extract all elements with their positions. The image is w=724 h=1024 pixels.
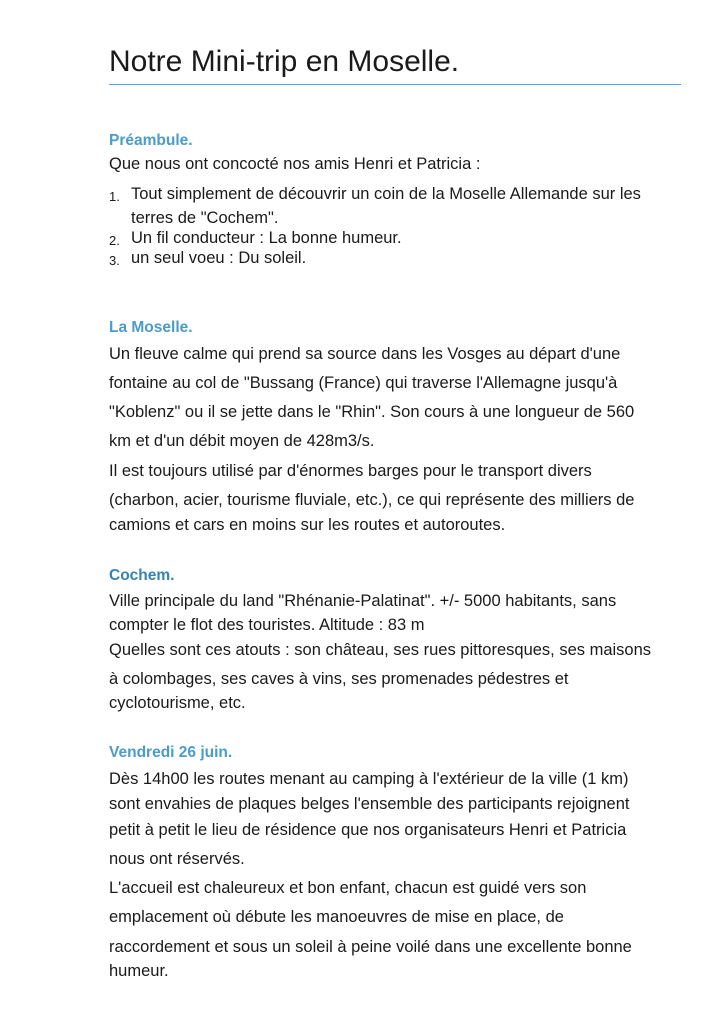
paragraph-line: camions et cars en moins sur les routes et autoroutes. bbox=[109, 516, 506, 534]
paragraph-line: sont envahies de plaques belges l'ensemble des participants rejoignent bbox=[109, 795, 630, 813]
paragraph-line: Quelles sont ces atouts : son château, ses rues pittoresques, ses maisons bbox=[109, 641, 652, 659]
paragraph-line: à colombages, ses caves à vins, ses promenades pédestres et bbox=[109, 670, 569, 688]
paragraph-line: nous ont réservés. bbox=[109, 850, 245, 868]
paragraph-line: raccordement et sous un soleil à peine voilé dans une excellente bonne bbox=[109, 938, 632, 956]
paragraph-line: petit à petit le lieu de résidence que nos organisateurs Henri et Patricia bbox=[109, 821, 627, 839]
list-item-text: Tout simplement de découvrir un coin de la Moselle Allemande sur les bbox=[131, 185, 641, 203]
paragraph-line: cyclotourisme, etc. bbox=[109, 694, 246, 712]
paragraph-line: emplacement où débute les manoeuvres de mise en place, de bbox=[109, 908, 564, 926]
list-number: 1. bbox=[109, 189, 120, 204]
heading-moselle: La Moselle. bbox=[109, 319, 193, 336]
heading-cochem: Cochem. bbox=[109, 567, 175, 584]
list-item-text: un seul voeu : Du soleil. bbox=[131, 249, 307, 267]
heading-vendredi: Vendredi 26 juin. bbox=[109, 744, 233, 761]
paragraph-line: humeur. bbox=[109, 962, 169, 980]
document-title: Notre Mini-trip en Moselle. bbox=[109, 45, 460, 78]
list-item-text: terres de "Cochem". bbox=[131, 209, 279, 227]
paragraph-line: L'accueil est chaleureux et bon enfant, chacun est guidé vers son bbox=[109, 879, 587, 897]
paragraph-line: Un fleuve calme qui prend sa source dans les Vosges au départ d'une bbox=[109, 345, 621, 363]
list-number: 2. bbox=[109, 233, 120, 248]
title-underline bbox=[109, 84, 681, 85]
paragraph-line: (charbon, acier, tourisme fluviale, etc.), ce qui représente des milliers de bbox=[109, 491, 635, 509]
preambule-intro: Que nous ont concocté nos amis Henri et Patricia : bbox=[109, 155, 481, 173]
paragraph-line: Ville principale du land "Rhénanie-Palatinat". +/- 5000 habitants, sans bbox=[109, 592, 617, 610]
paragraph-line: Dès 14h00 les routes menant au camping à l'extérieur de la ville (1 km) bbox=[109, 770, 629, 788]
paragraph-line: compter le flot des touristes. Altitude : 83 m bbox=[109, 616, 425, 634]
paragraph-line: Il est toujours utilisé par d'énormes barges pour le transport divers bbox=[109, 462, 592, 480]
paragraph-line: "Koblenz" ou il se jette dans le "Rhin". Son cours à une longueur de 560 bbox=[109, 403, 635, 421]
list-item-text: Un fil conducteur : La bonne humeur. bbox=[131, 229, 402, 247]
paragraph-line: km et d'un débit moyen de 428m3/s. bbox=[109, 432, 375, 450]
paragraph-line: fontaine au col de "Bussang (France) qui traverse l'Allemagne jusqu'à bbox=[109, 374, 618, 392]
heading-preambule: Préambule. bbox=[109, 132, 193, 149]
list-number: 3. bbox=[109, 253, 120, 268]
